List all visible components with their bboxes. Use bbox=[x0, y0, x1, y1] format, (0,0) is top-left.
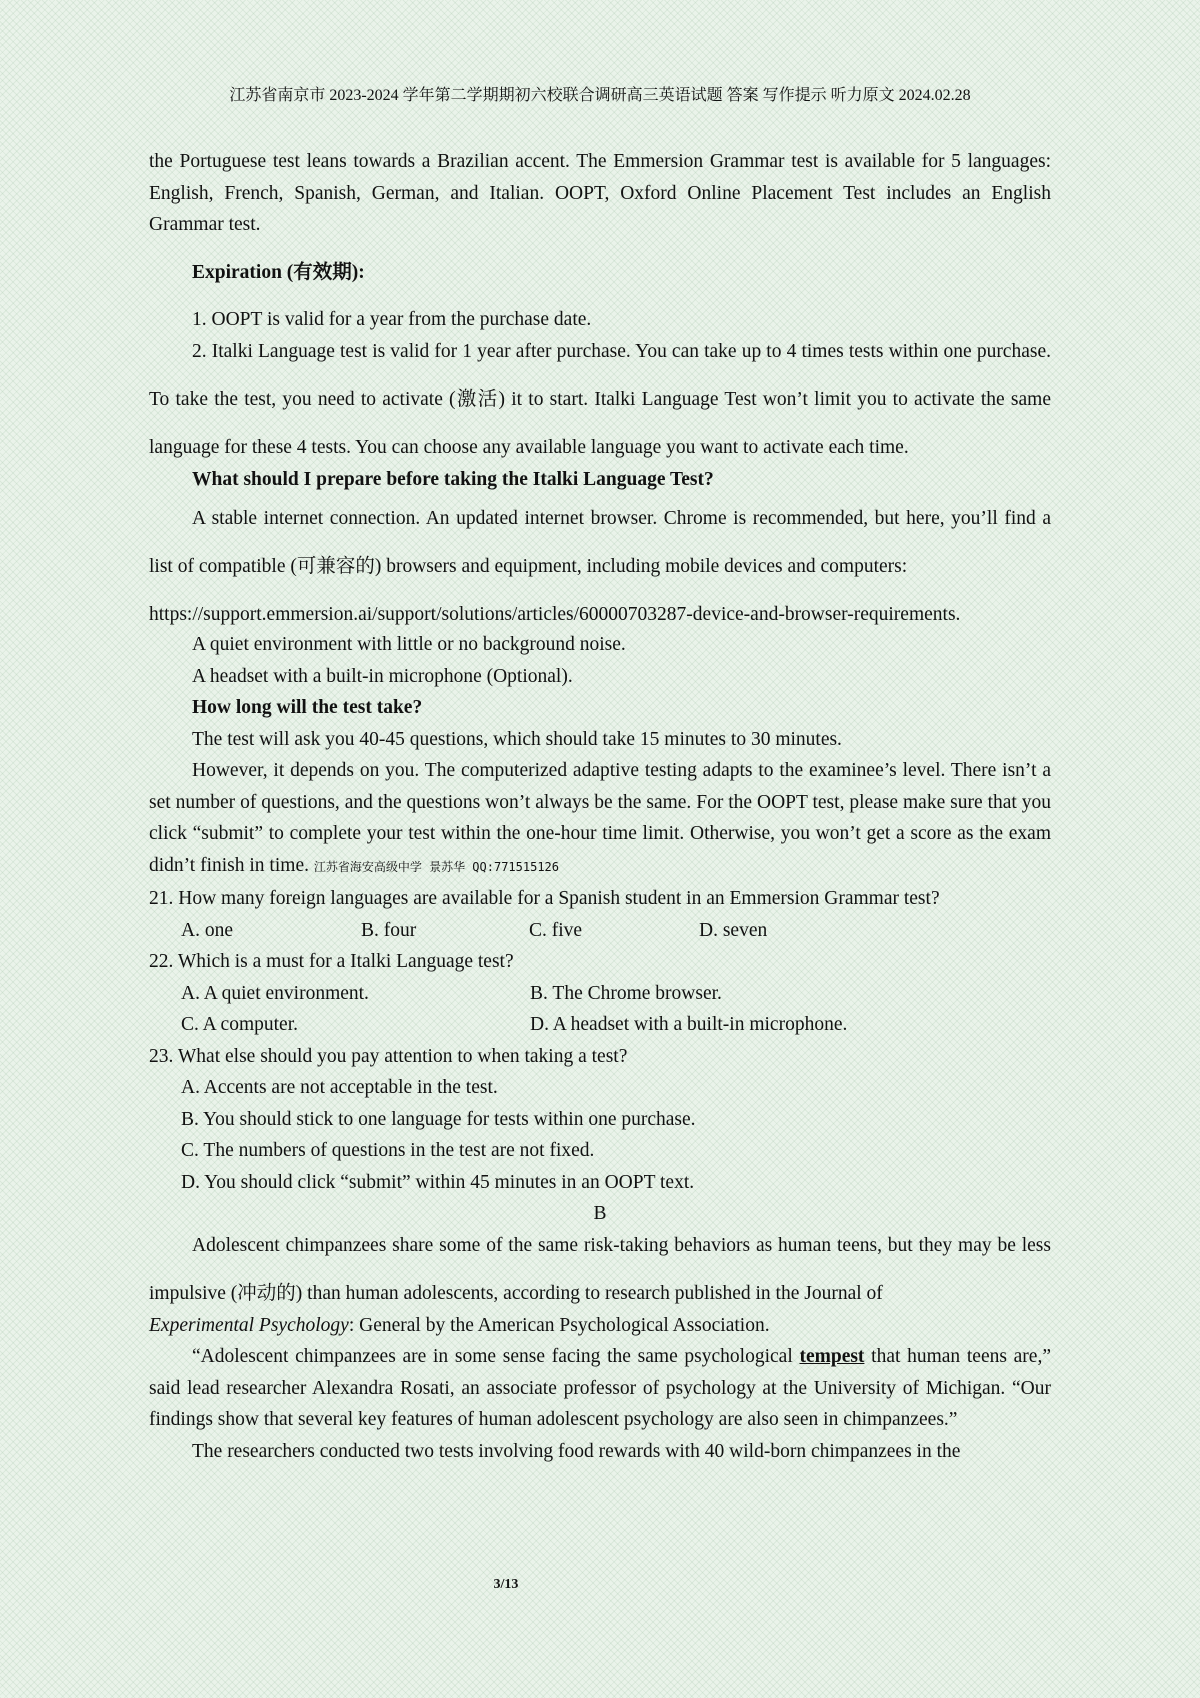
paragraph: A headset with a built-in microphone (Optional). bbox=[192, 665, 573, 687]
option: C. A computer. bbox=[181, 1014, 298, 1035]
option: A. Accents are not acceptable in the test. bbox=[181, 1077, 498, 1098]
option: D. You should click “submit” within 45 minutes in an OOPT text. bbox=[181, 1171, 695, 1193]
paragraph: A quiet environment with little or no background noise. bbox=[192, 634, 626, 655]
option: B. The Chrome browser. bbox=[530, 982, 722, 1004]
page-number: 3/13 bbox=[493, 1577, 519, 1592]
question-22: 22. Which is a must for a Italki Language test? bbox=[149, 951, 514, 972]
journal-title: Experimental Psychology bbox=[149, 1314, 349, 1336]
option: D. A headset with a built-in microphone. bbox=[530, 1014, 848, 1035]
url-text: https://support.emmersion.ai/support/solutions/articles/60000703287-device-and-browser-requirements. bbox=[149, 604, 961, 625]
paragraph: “Adolescent chimpanzees are in some sense facing the same psychological tempest that human teens are,” said lead researcher Alexandra Rosati, an associate professor of psychology at the University of Michigan. “Our findings show that several key features of human adolescent psychology are also seen in chimpanzees.” bbox=[149, 1346, 1051, 1430]
paragraph: the Portuguese test leans towards a Brazilian accent. The Emmersion Grammar test is available for 5 languages: English, French, Spanish, German, and Italian. OOPT, Oxford Online Placement Test includes an English Grammar test. bbox=[149, 151, 1051, 235]
document-body bbox=[149, 146, 1051, 1467]
heading-prepare: What should I prepare before taking the Italki Language Test? bbox=[192, 468, 714, 490]
question-23: 23. What else should you pay attention to when taking a test? bbox=[149, 1045, 628, 1067]
option: C. The numbers of questions in the test are not fixed. bbox=[181, 1140, 595, 1161]
option: C. five bbox=[529, 919, 583, 941]
option: D. seven bbox=[699, 919, 768, 941]
paragraph: Adolescent chimpanzees share some of the same risk-taking behaviors as human teens, but they may be less impulsive (冲动的) than human adolescents, according to research published in the Journal of bbox=[149, 1234, 1051, 1304]
option: A. one bbox=[181, 919, 233, 941]
paragraph: Experimental Psychology: General by the American Psychological Association. bbox=[149, 1314, 770, 1336]
paragraph: However, it depends on you. The computerized adaptive testing adapts to the examinee’s level. There isn’t a set number of questions, and the questions won’t always be the same. For the OOPT test, please make sure that you click “submit” to complete your test within the one-hour time limit. Otherwise, you won’t get a score as the exam didn’t finish in time. 江苏省海安高级中学 景苏华 QQ:771515126 bbox=[149, 760, 1051, 876]
question-22-options-row2 bbox=[149, 1009, 1051, 1041]
paragraph: A stable internet connection. An updated internet browser. Chrome is recommended, but here, you’ll find a list of compatible (可兼容的) browsers and equipment, including mobile devices and computers: bbox=[149, 508, 1051, 577]
paragraph: 1. OOPT is valid for a year from the purchase date. bbox=[192, 309, 592, 330]
page-header: 江苏省南京市 2023-2024 学年第二学期期初六校联合调研高三英语试题 答案 写作提示 听力原文 2024.02.28 bbox=[229, 87, 971, 104]
question-22-options-row1 bbox=[149, 978, 1051, 1010]
question-21: 21. How many foreign languages are available for a Spanish student in an Emmersion Grammar test? bbox=[149, 888, 940, 909]
question-21-options bbox=[149, 915, 1051, 947]
section-label-b: B bbox=[593, 1203, 607, 1224]
heading-expiration: Expiration (有效期): bbox=[192, 261, 365, 283]
watermark-stamp: 江苏省海安高级中学 景苏华 QQ:771515126 bbox=[313, 859, 560, 874]
underlined-word: tempest bbox=[799, 1346, 865, 1367]
paragraph: The researchers conducted two tests involving food rewards with 40 wild-born chimpanzees in the bbox=[192, 1440, 961, 1462]
option: A. A quiet environment. bbox=[181, 982, 369, 1004]
option: B. You should stick to one language for tests within one purchase. bbox=[181, 1108, 696, 1130]
option: B. four bbox=[361, 919, 417, 941]
heading-howlong: How long will the test take? bbox=[192, 697, 423, 718]
paragraph: 2. Italki Language test is valid for 1 year after purchase. You can take up to 4 times tests within one purchase. To take the test, you need to activate (激活) it to start. Italki Language Test won’t limit you to activate the same language for these 4 tests. You can choose any available language you want to activate each time. bbox=[149, 340, 1051, 458]
paragraph: The test will ask you 40-45 questions, which should take 15 minutes to 30 minutes. bbox=[192, 728, 842, 750]
